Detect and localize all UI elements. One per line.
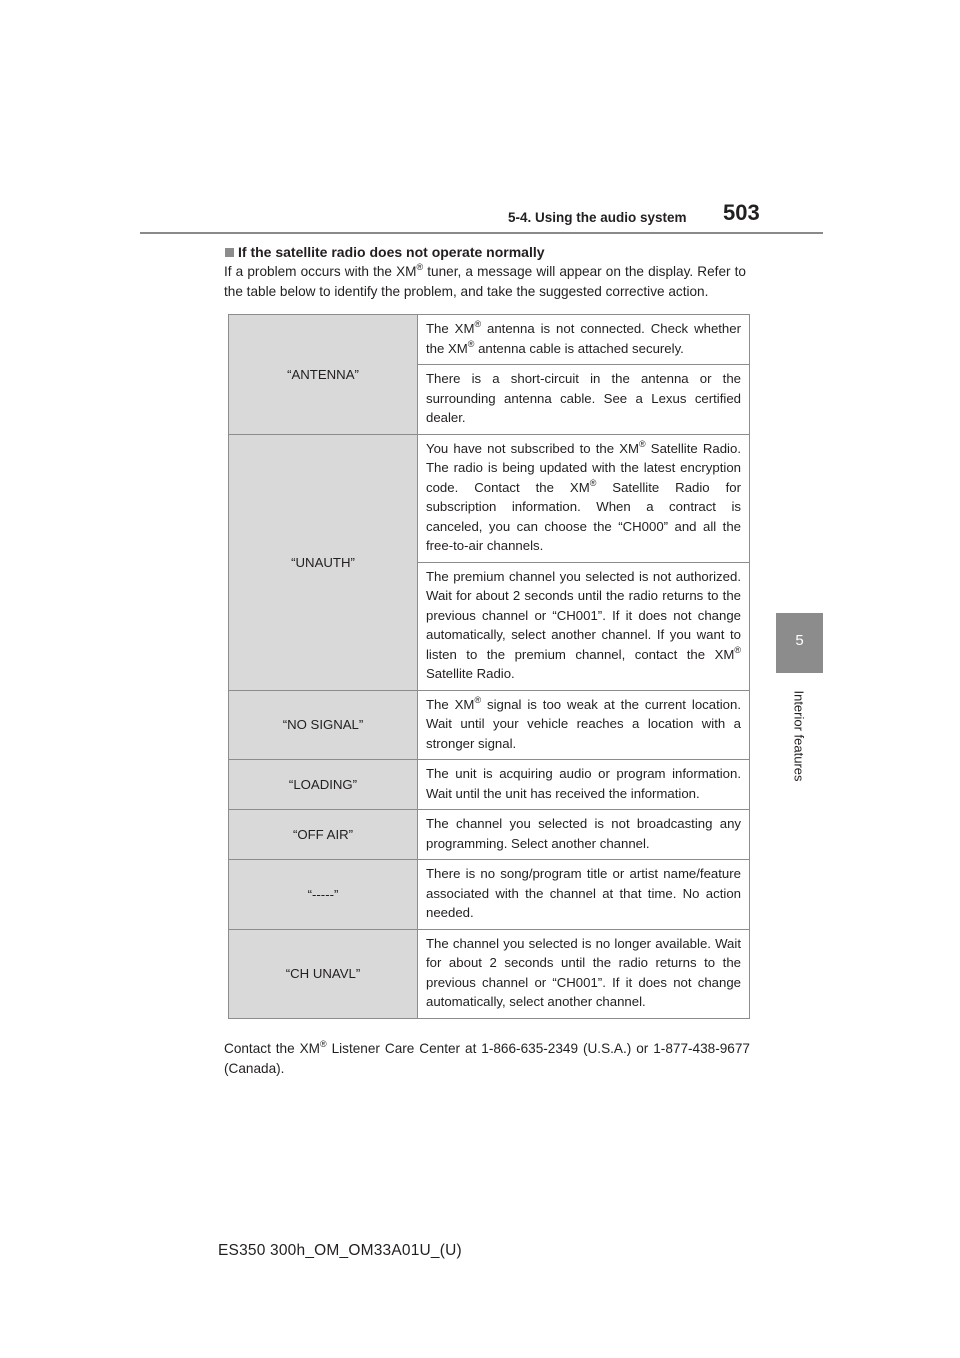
description-text: You have not subscribed to the XM	[426, 440, 639, 456]
description-text: The premium channel you selected is not authorized. Wait for about 2 seconds until the radio returns to the previous channel or “CH001”. If it does not change automatically, select another channel. If you want to listen to the premium channel, contact the XM	[426, 568, 741, 662]
message-description	[418, 929, 750, 1018]
registered-mark: ®	[320, 1039, 327, 1049]
section-heading	[225, 244, 545, 260]
description-text: Satellite Radio. The radio is being updated with the latest encryption code. Contact the XM	[426, 440, 741, 495]
description-text: There is no song/program title or artist name/feature associated with the channel at that time. No action needed.	[426, 866, 741, 920]
registered-mark: ®	[589, 477, 597, 488]
registered-mark: ®	[416, 262, 424, 272]
message-description	[418, 860, 750, 930]
message-description	[418, 315, 750, 365]
heading-text: If the satellite radio does not operate normally	[238, 244, 545, 260]
message-code: “CH UNAVL”	[229, 929, 418, 1018]
document-code: ES350 300h_OM_OM33A01U_(U)	[218, 1242, 462, 1259]
message-code: “-----”	[229, 860, 418, 930]
contact-text-1: Contact the XM	[224, 1041, 321, 1056]
description-text: The channel you selected is no longer available. Wait for about 2 seconds until the radio returns to the previous channel or “CH001”. If it does not change automatically, select another channel.	[426, 935, 741, 1009]
chapter-label: Interior features	[791, 690, 807, 782]
message-code: “NO SIGNAL”	[229, 690, 418, 760]
message-description	[418, 810, 750, 860]
table-row	[229, 760, 750, 810]
description-text: Satellite Radio for subscription information. When a contract is canceled, you can choose the “CH000” and all the free-to-air channels.	[426, 479, 741, 553]
message-description	[418, 562, 750, 690]
intro-text-2: tuner, a message will appear on the display. Refer to the table below to identify the problem, and take the suggested corrective action.	[224, 264, 746, 299]
square-bullet-icon	[225, 248, 234, 257]
chapter-tab: 5	[776, 613, 823, 673]
table-row	[229, 860, 750, 930]
message-description	[418, 365, 750, 435]
message-description	[418, 760, 750, 810]
registered-mark: ®	[734, 644, 741, 655]
message-code: “OFF AIR”	[229, 810, 418, 860]
header-divider	[140, 232, 823, 234]
registered-mark: ®	[639, 438, 646, 449]
table-row	[229, 690, 750, 760]
contact-paragraph	[224, 1039, 750, 1079]
message-code: “UNAUTH”	[229, 434, 418, 690]
description-text: The unit is acquiring audio or program information. Wait until the unit has received the information.	[426, 766, 741, 801]
contact-text-2: Listener Care Center at 1-866-635-2349 (U.S.A.) or 1-877-438-9677 (Canada).	[224, 1041, 750, 1076]
description-text: antenna cable is attached securely.	[474, 340, 684, 356]
registered-mark: ®	[474, 319, 482, 329]
description-text: The XM	[426, 696, 475, 712]
table-row	[229, 434, 750, 562]
description-text: The XM	[426, 321, 475, 336]
registered-mark: ®	[474, 694, 482, 705]
description-text: There is a short-circuit in the antenna or the surrounding antenna cable. See a Lexus certified dealer.	[426, 371, 741, 425]
description-text: signal is too weak at the current location. Wait until your vehicle reaches a location with a stronger signal.	[426, 696, 742, 751]
page-number: 503	[723, 200, 760, 225]
message-table	[228, 314, 750, 1019]
description-text: Satellite Radio.	[426, 666, 515, 681]
message-table-body	[229, 315, 750, 1019]
intro-text-1: If a problem occurs with the XM	[224, 264, 417, 279]
message-code: “LOADING”	[229, 760, 418, 810]
intro-paragraph	[224, 262, 746, 302]
table-row	[229, 810, 750, 860]
message-code: “ANTENNA”	[229, 315, 418, 435]
message-description	[418, 690, 750, 760]
table-row	[229, 929, 750, 1018]
table-row	[229, 315, 750, 365]
message-description	[418, 434, 750, 562]
description-text: The channel you selected is not broadcasting any programming. Select another channel.	[426, 816, 741, 851]
registered-mark: ®	[467, 338, 475, 349]
description-text: antenna is not connected. Check whether the XM	[426, 321, 741, 356]
section-title: 5-4. Using the audio system	[508, 210, 687, 225]
